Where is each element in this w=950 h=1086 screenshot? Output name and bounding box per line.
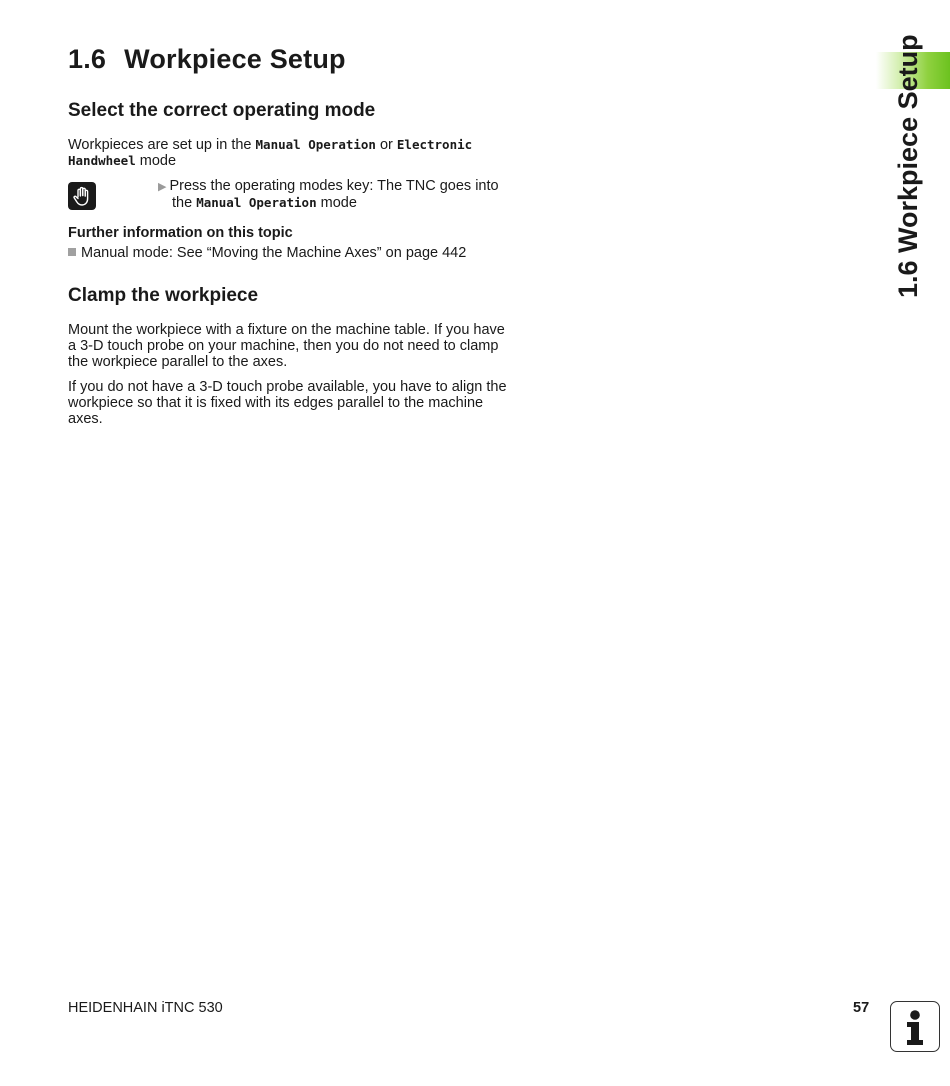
step-text: the: [172, 195, 197, 211]
intro-text: mode: [135, 153, 177, 169]
intro-paragraph: [68, 137, 513, 169]
bullet-square-icon: [68, 248, 76, 256]
step-text: mode: [316, 195, 357, 211]
mode-name-handwheel: Electronic Handwheel: [68, 137, 473, 168]
step-text: Press the operating modes key: The TNC goes into: [169, 178, 499, 194]
intro-text: or: [375, 137, 397, 153]
chapter-number: 1.6: [68, 44, 107, 74]
further-info-heading: Further information on this topic: [68, 225, 293, 241]
mode-name-manual: Manual Operation: [255, 137, 376, 152]
step-arrow-icon: ▶: [158, 181, 167, 193]
hand-icon: [68, 182, 96, 210]
step-instruction: [158, 178, 518, 211]
section-heading-operating-mode: Select the correct operating mode: [68, 100, 376, 121]
intro-text: Workpieces are set up in the: [68, 137, 256, 153]
clamp-paragraph-2: If you do not have a 3-D touch probe available, you have to align the workpiece so that it is fixed with its edges parallel to the machine axes.: [68, 379, 507, 427]
mode-name-manual: Manual Operation: [196, 195, 317, 210]
further-info-link-text: Manual mode: See “Moving the Machine Axes” on page 442: [81, 245, 467, 261]
chapter-title: [68, 44, 346, 75]
info-icon: [890, 1001, 940, 1052]
further-info-item: [68, 245, 466, 261]
section-heading-clamp: Clamp the workpiece: [68, 285, 259, 306]
clamp-paragraph-1: Mount the workpiece with a fixture on the machine table. If you have a 3-D touch probe on your machine, then you do not need to clamp the workpiece parallel to the axes.: [68, 322, 505, 370]
page-number: 57: [853, 1000, 870, 1016]
side-tab-label: 1.6 Workpiece Setup: [893, 34, 923, 298]
footer-product: HEIDENHAIN iTNC 530: [68, 1000, 223, 1016]
chapter-title-text: Workpiece Setup: [124, 44, 346, 74]
